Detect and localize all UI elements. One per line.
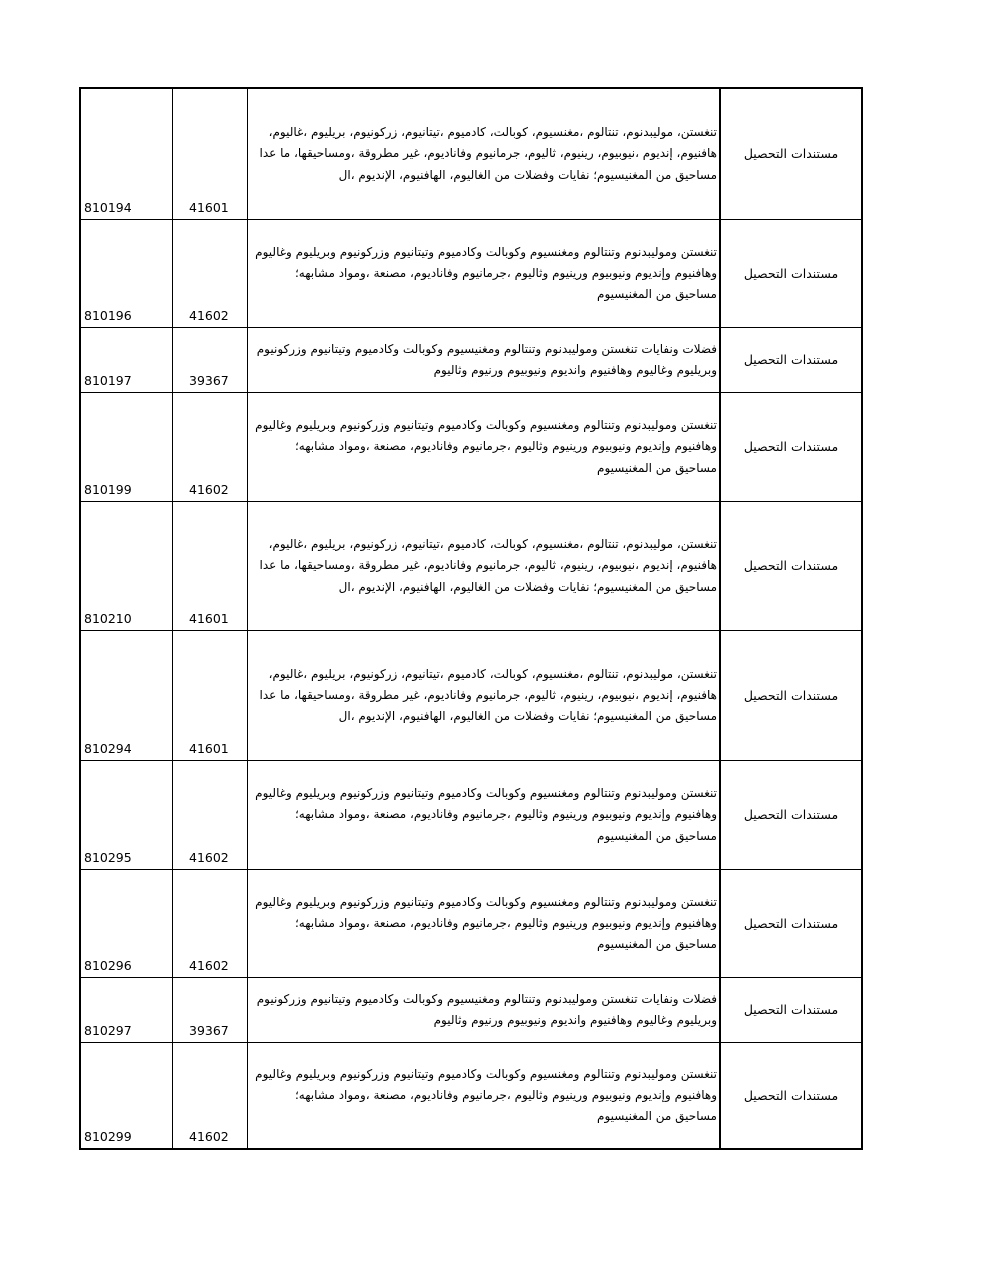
type-text: مستندات التحصيل	[743, 1002, 839, 1018]
description-cell	[248, 220, 721, 327]
code-cell	[81, 761, 173, 869]
description-cell	[248, 328, 721, 392]
reference-cell	[173, 220, 248, 327]
table-row	[81, 761, 861, 870]
data-table	[79, 87, 863, 1150]
type-text: مستندات التحصيل	[743, 146, 839, 162]
type-cell	[721, 870, 861, 977]
table-row	[81, 1043, 861, 1148]
table-row	[81, 870, 861, 978]
description-text: تنغستن، موليبدنوم، تنتالوم ،مغنسيوم، كوبالت، كادميوم ،تيتانيوم، زركونيوم، بريليوم ،غاليوم، هافنيوم، إنديوم ،نيوبيوم، رينيوم، ثاليوم، جرمانيوم وفاناديوم، غير مطروقة ،ومساحيقها، ما عدا مساحيق من المغنيسيوم؛ نفايات وفضلات من الغاليوم، الهافنيوم، الإنديوم ،ال	[259, 666, 717, 724]
type-cell	[721, 328, 861, 392]
code-cell	[81, 393, 173, 501]
reference-text: 41602	[189, 957, 229, 973]
description-text: فضلات ونفايات تنغستن وموليبدنوم وتنتالوم ومغنيسيوم وكوبالت وكادميوم وتيتانيوم وزركونيوم وبريليوم وغاليوم وهافنيوم وانديوم ونيوبيوم ورنيوم وثاليوم	[256, 991, 717, 1027]
table-row	[81, 220, 861, 328]
type-text: مستندات التحصيل	[743, 439, 839, 455]
table-row	[81, 631, 861, 761]
reference-text: 41601	[189, 199, 229, 215]
code-text: 810295	[84, 849, 132, 865]
code-text: 810210	[84, 610, 132, 626]
reference-cell	[173, 502, 248, 630]
type-text: مستندات التحصيل	[743, 265, 839, 281]
reference-text: 39367	[189, 1022, 229, 1038]
description-text: فضلات ونفايات تنغستن وموليبدنوم وتنتالوم ومغنيسيوم وكوبالت وكادميوم وتيتانيوم وزركونيوم وبريليوم وغاليوم وهافنيوم وانديوم ونيوبيوم ورنيوم وثاليوم	[256, 341, 717, 377]
code-cell	[81, 89, 173, 219]
description-cell	[248, 761, 721, 869]
code-text: 810299	[84, 1128, 132, 1144]
reference-text: 41601	[189, 740, 229, 756]
description-text: تنغستن وموليبدنوم وتنتالوم ومغنسيوم وكوبالت وكادميوم وتيتانيوم وزركونيوم وبريليوم وغاليوم وهافنيوم وإنديوم ونيوبيوم ورينيوم وثاليوم ،جرمانيوم وفاناديوم، مصنعة ،ومواد مشابهه؛ مساحيق من المغنيسيوم	[255, 1066, 717, 1124]
type-text: مستندات التحصيل	[743, 807, 839, 823]
description-text: تنغستن وموليبدنوم وتنتالوم ومغنسيوم وكوبالت وكادميوم وتيتانيوم وزركونيوم وبريليوم وغاليوم وهافنيوم وإنديوم ونيوبيوم ورينيوم وثاليوم ،جرمانيوم وفاناديوم، مصنعة ،ومواد مشابهه؛ مساحيق من المغنيسيوم	[255, 786, 717, 843]
code-cell	[81, 1043, 173, 1148]
description-text: تنغستن، موليبدنوم، تنتالوم ،مغنسيوم، كوبالت، كادميوم ،تيتانيوم، زركونيوم، بريليوم ،غاليوم، هافنيوم، إنديوم ،نيوبيوم، رينيوم، ثاليوم، جرمانيوم وفاناديوم، غير مطروقة ،ومساحيقها، ما عدا مساحيق من المغنيسيوم؛ نفايات وفضلات من الغاليوم، الهافنيوم، الإنديوم ،ال	[259, 125, 717, 182]
description-text: تنغستن وموليبدنوم وتنتالوم ومغنسيوم وكوبالت وكادميوم وتيتانيوم وزركونيوم وبريليوم وغاليوم وهافنيوم وإنديوم ونيوبيوم ورينيوم وثاليوم ،جرمانيوم وفاناديوم، مصنعة ،ومواد مشابهه؛ مساحيق من المغنيسيوم	[255, 244, 717, 302]
table-row	[81, 328, 861, 393]
code-text: 810196	[84, 307, 132, 323]
description-text: تنغستن وموليبدنوم وتنتالوم ومغنسيوم وكوبالت وكادميوم وتيتانيوم وزركونيوم وبريليوم وغاليوم وهافنيوم وإنديوم ونيوبيوم ورينيوم وثاليوم ،جرمانيوم وفاناديوم، مصنعة ،ومواد مشابهه؛ مساحيق من المغنيسيوم	[255, 894, 717, 952]
type-text: مستندات التحصيل	[743, 915, 839, 931]
type-text: مستندات التحصيل	[743, 558, 839, 574]
code-cell	[81, 631, 173, 760]
description-cell	[248, 502, 721, 630]
reference-text: 41602	[189, 1128, 229, 1144]
description-text: تنغستن، موليبدنوم، تنتالوم ،مغنسيوم، كوبالت، كادميوم ،تيتانيوم، زركونيوم، بريليوم ،غاليوم، هافنيوم، إنديوم ،نيوبيوم، رينيوم، ثاليوم، جرمانيوم وفاناديوم، غير مطروقة ،ومساحيقها، ما عدا مساحيق من المغنيسيوم؛ نفايات وفضلات من الغاليوم، الهافنيوم، الإنديوم ،ال	[259, 537, 717, 594]
code-cell	[81, 220, 173, 327]
code-cell	[81, 502, 173, 630]
reference-text: 41602	[189, 481, 229, 497]
reference-cell	[173, 89, 248, 219]
code-cell	[81, 870, 173, 977]
code-text: 810197	[84, 372, 132, 388]
code-cell	[81, 978, 173, 1042]
description-cell	[248, 870, 721, 977]
description-cell	[248, 89, 721, 219]
reference-cell	[173, 393, 248, 501]
reference-cell	[173, 328, 248, 392]
type-text: مستندات التحصيل	[743, 687, 839, 703]
type-text: مستندات التحصيل	[743, 1087, 839, 1103]
code-text: 810199	[84, 481, 132, 497]
type-cell	[721, 393, 861, 501]
table-row	[81, 502, 861, 631]
description-text: تنغستن وموليبدنوم وتنتالوم ومغنسيوم وكوبالت وكادميوم وتيتانيوم وزركونيوم وبريليوم وغاليوم وهافنيوم وإنديوم ونيوبيوم ورينيوم وثاليوم ،جرمانيوم وفاناديوم، مصنعة ،ومواد مشابهه؛ مساحيق من المغنيسيوم	[255, 418, 717, 475]
description-cell	[248, 393, 721, 501]
code-text: 810294	[84, 740, 132, 756]
description-cell	[248, 1043, 721, 1148]
code-text: 810296	[84, 957, 132, 973]
reference-text: 41601	[189, 610, 229, 626]
description-cell	[248, 631, 721, 760]
code-cell	[81, 328, 173, 392]
description-cell	[248, 978, 721, 1042]
code-text: 810297	[84, 1022, 132, 1038]
table-row	[81, 89, 861, 220]
reference-text: 41602	[189, 849, 229, 865]
type-cell	[721, 89, 861, 219]
reference-text: 39367	[189, 372, 229, 388]
reference-cell	[173, 1043, 248, 1148]
reference-cell	[173, 978, 248, 1042]
reference-cell	[173, 870, 248, 977]
code-text: 810194	[84, 199, 132, 215]
type-text: مستندات التحصيل	[743, 352, 839, 368]
type-cell	[721, 220, 861, 327]
table-row	[81, 393, 861, 502]
type-cell	[721, 761, 861, 869]
reference-cell	[173, 631, 248, 760]
type-cell	[721, 631, 861, 760]
reference-cell	[173, 761, 248, 869]
table-row	[81, 978, 861, 1043]
type-cell	[721, 502, 861, 630]
reference-text: 41602	[189, 307, 229, 323]
type-cell	[721, 978, 861, 1042]
type-cell	[721, 1043, 861, 1148]
